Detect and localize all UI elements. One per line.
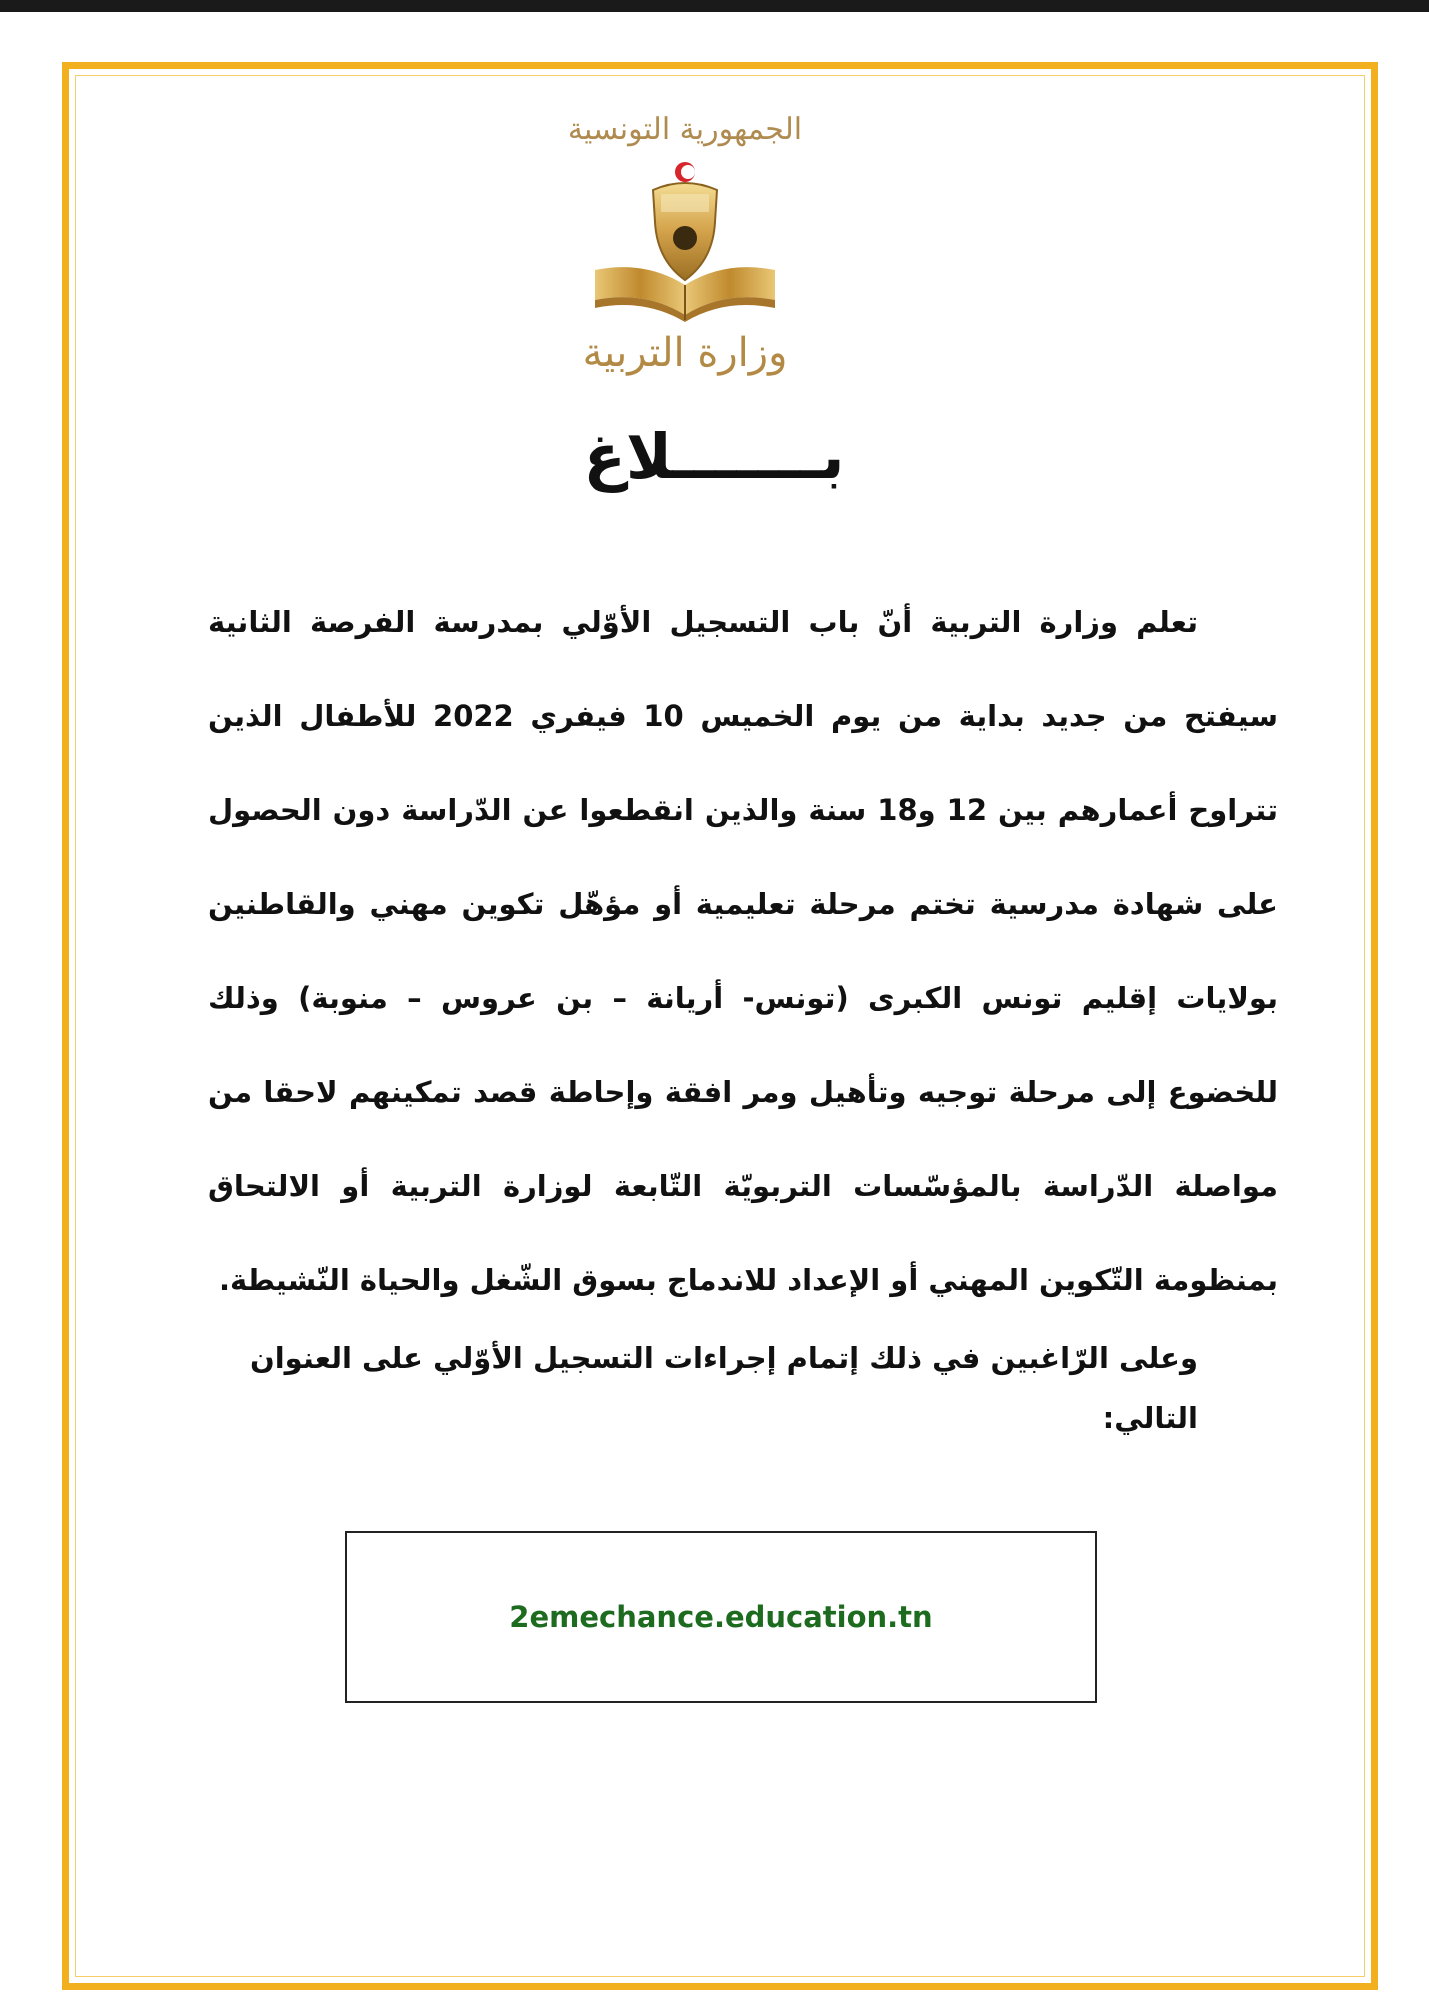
ministry-emblem	[565, 110, 805, 390]
closing-sentence: وعلى الرّاغبين في ذلك إتمام إجراءات التسجيل الأوّلي على العنوان التالي:	[249, 1341, 1198, 1435]
registration-url-link[interactable]: 2emechance.education.tn	[509, 1600, 933, 1634]
scan-edge	[0, 0, 1429, 12]
emblem-ministry-text: وزارة التربية	[582, 330, 788, 376]
announcement-body	[208, 575, 1278, 1327]
page-title: بـــــــلاغ	[583, 420, 845, 493]
registration-address-box	[345, 1531, 1097, 1703]
announcement-paragraph: تعلم وزارة التربية أنّ باب التسجيل الأوّلي بمدرسة الفرصة الثانية سيفتح من جديد بداية من يوم الخميس 10 فيفري 2022 للأطفال الذين تتراوح أعمارهم بين 12 و18 سنة والذين انقطعوا عن الدّراسة دون الحصول على شهادة مدرسية تختم مرحلة تعليمية أو مؤهّل تكوين مهني والقاطنين بولايات إقليم تونس الكبرى (تونس- أريانة – بن عروس – منوبة) وذلك للخضوع إلى مرحلة توجيه وتأهيل ومر افقة وإحاطة قصد تمكينهم لاحقا من مواصلة الدّراسة بالمؤسّسات التربويّة التّابعة لوزارة التربية أو الالتحاق بمنظومة التّكوين المهني أو الإعداد للاندماج بسوق الشّغل والحياة النّشيطة.	[208, 605, 1278, 1297]
emblem-republic-text: الجمهورية التونسية	[567, 112, 803, 147]
